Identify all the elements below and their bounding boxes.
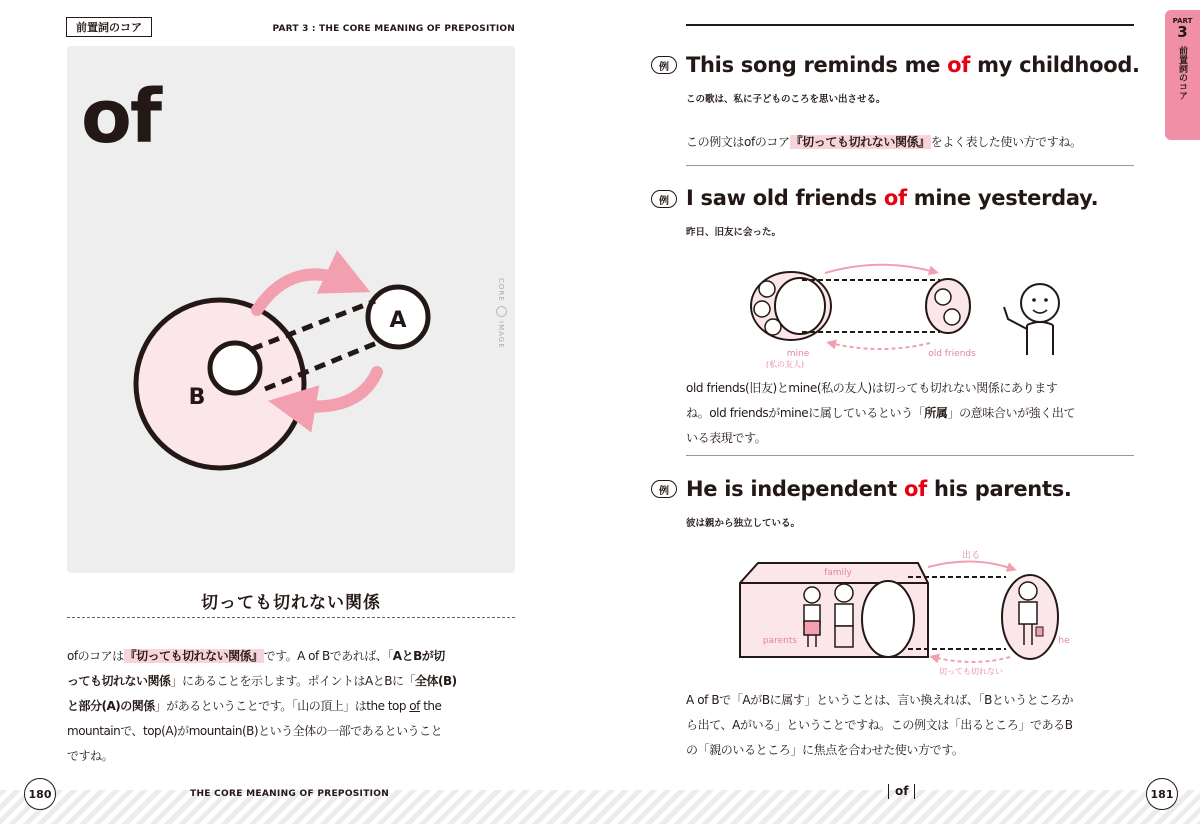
text-line: と部分(A)の関係」があるということです。「山の頂上」はthe top of the (67, 699, 442, 713)
footer-word: of (888, 784, 915, 799)
text-line: ですね。 (67, 749, 114, 763)
footer-title: THE CORE MEANING OF PREPOSITION (190, 789, 390, 799)
family-diagram (738, 545, 1083, 675)
svg-text:(私の友人): (私の友人) (765, 360, 805, 369)
text-line: っても切れない関係」にあることを示します。ポイントはAとBに「全体(B) (67, 674, 457, 688)
text-line: A of Bで「AがBに属す」ということは、言い換えれば、「Bというところか (686, 693, 1074, 707)
preposition-of: of (883, 186, 907, 210)
svg-text:old friends: old friends (928, 349, 976, 359)
page-number-right: 181 (1146, 778, 1178, 810)
top-rule (686, 24, 1134, 26)
highlight-phrase: 『切っても切れない関係』 (124, 649, 263, 663)
example-commentary-3 (686, 688, 1156, 763)
chapter-tag: 前置詞のコア (66, 17, 152, 37)
example-translation-3: 彼は親から独立している。 (686, 518, 801, 529)
example-translation-1: この歌は、私に子どものころを思い出させる。 (686, 94, 886, 105)
side-tab: PART 3 前置詞のコア (1165, 10, 1200, 140)
svg-text:出る: 出る (961, 551, 981, 561)
divider-1 (686, 165, 1134, 166)
text-line: この例文はofのコア『切っても切れない関係』をよく表した使い方ですね。 (686, 135, 1082, 149)
svg-text:parents: parents (762, 636, 798, 646)
text-line: ら出て、Aがいる」ということですね。この例文は「出るところ」であるB (686, 718, 1073, 732)
big-word: of (81, 74, 161, 160)
part-circle (210, 343, 260, 393)
upper-arrow (257, 274, 353, 310)
example-commentary-2 (686, 376, 1156, 451)
highlight-phrase: 『切っても切れない関係』 (790, 135, 930, 149)
text-line: old friends(旧友)とmine(私の友人)は切っても切れない関係にあります (686, 381, 1058, 395)
text-line: mountainで、top(A)がmountain(B)という全体の一部であるということ (67, 724, 443, 738)
example-sentence-3: He is independent of his parents. (686, 477, 1072, 501)
svg-text:mine: mine (786, 349, 810, 359)
left-body-text (67, 644, 527, 769)
father-icon (835, 584, 853, 647)
example-commentary-1 (686, 130, 1156, 155)
example-sentence-2: I saw old friends of mine yesterday. (686, 186, 1099, 210)
preposition-of: of (947, 53, 971, 77)
footer-band (0, 790, 1200, 824)
text-line: ofのコアは『切っても切れない関係』です。A of Bであれば、「AとBが切 (67, 649, 445, 663)
page-number-left: 180 (24, 778, 56, 810)
core-heading: 切っても切れない関係 (201, 593, 381, 613)
core-diagram (67, 46, 515, 573)
side-label: CORE IMAGE (497, 278, 505, 349)
running-header: PART 3 : THE CORE MEANING OF PREPOSITION (272, 24, 515, 34)
friends-diagram (740, 255, 1080, 370)
person-pointing-icon (1004, 284, 1059, 355)
label-b: B (188, 385, 206, 410)
text-line: いる表現です。 (686, 431, 767, 445)
core-image-panel (67, 46, 515, 573)
example-badge-3: 例 (651, 480, 677, 498)
svg-text:family: family (824, 568, 852, 578)
svg-text:切っても切れない: 切っても切れない (939, 667, 1003, 675)
example-badge-1: 例 (651, 56, 677, 74)
example-translation-2: 昨日、旧友に会った。 (686, 227, 782, 238)
divider-2 (686, 455, 1134, 456)
example-badge-2: 例 (651, 190, 677, 208)
example-sentence-1: This song reminds me of my childhood. (686, 53, 1140, 77)
preposition-of: of (903, 477, 927, 501)
text-line: ね。old friendsがmineに属しているという「所属」の意味合いが強く出て (686, 406, 1076, 420)
dashed-divider (67, 617, 515, 618)
svg-text:he: he (1058, 636, 1070, 646)
text-line: の「親のいるところ」に焦点を合わせた使い方です。 (686, 743, 964, 757)
label-a: A (389, 308, 407, 333)
